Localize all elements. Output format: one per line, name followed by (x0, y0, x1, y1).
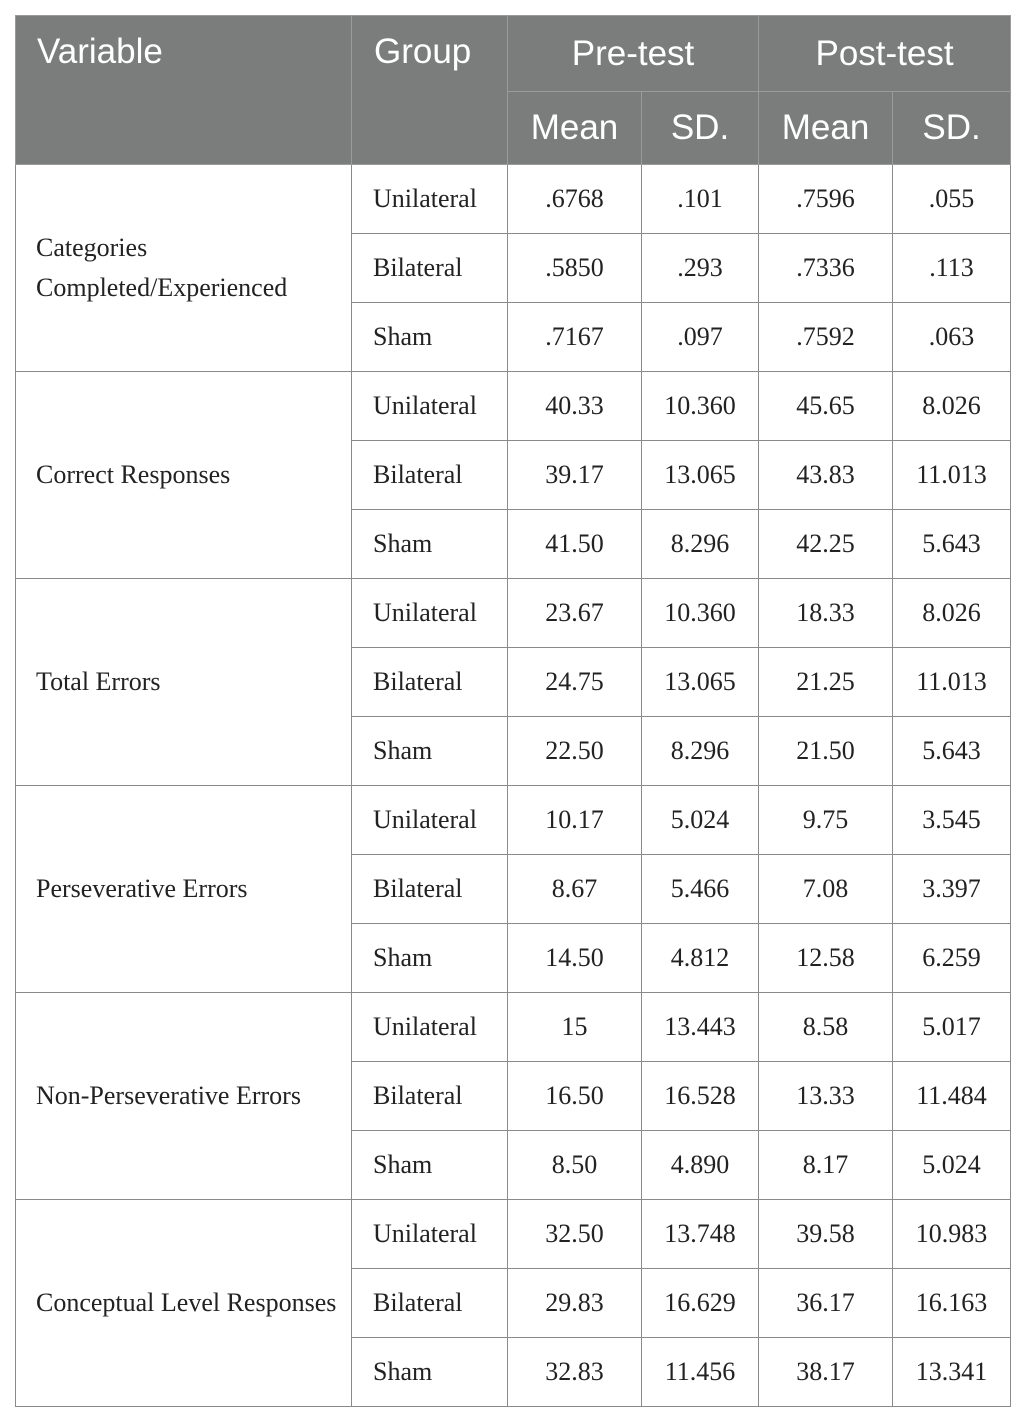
table-row (16, 579, 1011, 648)
pre-mean-cell: 40.33 (508, 372, 642, 441)
group-cell: Bilateral (352, 234, 508, 303)
pre-mean-cell: .5850 (508, 234, 642, 303)
pre-sd-cell: 5.024 (642, 786, 759, 855)
pre-sd-cell: 8.296 (642, 717, 759, 786)
pre-mean-cell: 8.67 (508, 855, 642, 924)
post-sd-cell: 3.545 (893, 786, 1011, 855)
post-mean-cell: 21.25 (759, 648, 893, 717)
pre-mean-cell: .6768 (508, 165, 642, 234)
header-pre-test: Pre-test (508, 16, 759, 92)
table-row (16, 165, 1011, 234)
post-sd-cell: .063 (893, 303, 1011, 372)
post-mean-cell: 12.58 (759, 924, 893, 993)
pre-mean-cell: 23.67 (508, 579, 642, 648)
variable-cell: Non-Perseverative Errors (16, 993, 352, 1200)
pre-sd-cell: 10.360 (642, 579, 759, 648)
group-cell: Bilateral (352, 1269, 508, 1338)
post-sd-cell: 11.484 (893, 1062, 1011, 1131)
pre-mean-cell: 32.83 (508, 1338, 642, 1407)
table-row (16, 786, 1011, 855)
table-header (16, 16, 1011, 165)
post-mean-cell: 45.65 (759, 372, 893, 441)
post-sd-cell: 11.013 (893, 648, 1011, 717)
post-sd-cell: 13.341 (893, 1338, 1011, 1407)
group-cell: Unilateral (352, 1200, 508, 1269)
header-pre-mean: Mean (508, 92, 642, 165)
pre-sd-cell: 5.466 (642, 855, 759, 924)
group-cell: Bilateral (352, 648, 508, 717)
pre-sd-cell: .101 (642, 165, 759, 234)
group-cell: Unilateral (352, 786, 508, 855)
table-row (16, 1200, 1011, 1269)
post-mean-cell: 43.83 (759, 441, 893, 510)
group-cell: Sham (352, 1131, 508, 1200)
post-mean-cell: .7596 (759, 165, 893, 234)
group-cell: Bilateral (352, 441, 508, 510)
post-sd-cell: 5.017 (893, 993, 1011, 1062)
table-body (16, 165, 1011, 1407)
post-sd-cell: 6.259 (893, 924, 1011, 993)
group-cell: Unilateral (352, 993, 508, 1062)
pre-mean-cell: 8.50 (508, 1131, 642, 1200)
pre-sd-cell: 13.065 (642, 648, 759, 717)
variable-cell: Perseverative Errors (16, 786, 352, 993)
post-mean-cell: 8.17 (759, 1131, 893, 1200)
pre-sd-cell: 10.360 (642, 372, 759, 441)
pre-mean-cell: 15 (508, 993, 642, 1062)
post-sd-cell: 11.013 (893, 441, 1011, 510)
pre-sd-cell: .293 (642, 234, 759, 303)
group-cell: Bilateral (352, 855, 508, 924)
header-post-sd: SD. (893, 92, 1011, 165)
pre-mean-cell: 22.50 (508, 717, 642, 786)
pre-mean-cell: .7167 (508, 303, 642, 372)
post-mean-cell: 13.33 (759, 1062, 893, 1131)
pre-sd-cell: .097 (642, 303, 759, 372)
pre-sd-cell: 16.528 (642, 1062, 759, 1131)
post-mean-cell: 42.25 (759, 510, 893, 579)
pre-mean-cell: 32.50 (508, 1200, 642, 1269)
pre-sd-cell: 4.812 (642, 924, 759, 993)
variable-cell: Conceptual Level Responses (16, 1200, 352, 1407)
header-post-mean: Mean (759, 92, 893, 165)
post-sd-cell: 8.026 (893, 372, 1011, 441)
group-cell: Sham (352, 1338, 508, 1407)
table-row (16, 372, 1011, 441)
post-mean-cell: 21.50 (759, 717, 893, 786)
pre-mean-cell: 16.50 (508, 1062, 642, 1131)
post-sd-cell: 5.643 (893, 717, 1011, 786)
post-sd-cell: 10.983 (893, 1200, 1011, 1269)
variable-cell: Total Errors (16, 579, 352, 786)
group-cell: Unilateral (352, 579, 508, 648)
post-sd-cell: 16.163 (893, 1269, 1011, 1338)
pre-sd-cell: 13.065 (642, 441, 759, 510)
group-cell: Sham (352, 717, 508, 786)
post-mean-cell: 39.58 (759, 1200, 893, 1269)
post-mean-cell: 9.75 (759, 786, 893, 855)
group-cell: Sham (352, 303, 508, 372)
header-post-test: Post-test (759, 16, 1011, 92)
group-cell: Unilateral (352, 165, 508, 234)
pre-sd-cell: 11.456 (642, 1338, 759, 1407)
post-sd-cell: .113 (893, 234, 1011, 303)
post-sd-cell: 5.643 (893, 510, 1011, 579)
post-mean-cell: 36.17 (759, 1269, 893, 1338)
pre-sd-cell: 16.629 (642, 1269, 759, 1338)
pre-sd-cell: 4.890 (642, 1131, 759, 1200)
pre-mean-cell: 24.75 (508, 648, 642, 717)
table-row (16, 993, 1011, 1062)
post-sd-cell: 3.397 (893, 855, 1011, 924)
post-mean-cell: .7336 (759, 234, 893, 303)
post-mean-cell: 8.58 (759, 993, 893, 1062)
group-cell: Unilateral (352, 372, 508, 441)
pre-mean-cell: 39.17 (508, 441, 642, 510)
group-cell: Sham (352, 510, 508, 579)
pre-sd-cell: 13.443 (642, 993, 759, 1062)
pre-sd-cell: 8.296 (642, 510, 759, 579)
post-sd-cell: .055 (893, 165, 1011, 234)
pre-sd-cell: 13.748 (642, 1200, 759, 1269)
post-mean-cell: .7592 (759, 303, 893, 372)
variable-cell: Categories Completed/Experienced (16, 165, 352, 372)
group-cell: Bilateral (352, 1062, 508, 1131)
results-table (15, 15, 1011, 1407)
pre-mean-cell: 10.17 (508, 786, 642, 855)
pre-mean-cell: 14.50 (508, 924, 642, 993)
post-sd-cell: 8.026 (893, 579, 1011, 648)
post-mean-cell: 18.33 (759, 579, 893, 648)
pre-mean-cell: 41.50 (508, 510, 642, 579)
post-mean-cell: 7.08 (759, 855, 893, 924)
header-variable: Variable (16, 16, 352, 165)
post-mean-cell: 38.17 (759, 1338, 893, 1407)
pre-mean-cell: 29.83 (508, 1269, 642, 1338)
header-group: Group (352, 16, 508, 165)
group-cell: Sham (352, 924, 508, 993)
variable-cell: Correct Responses (16, 372, 352, 579)
post-sd-cell: 5.024 (893, 1131, 1011, 1200)
header-pre-sd: SD. (642, 92, 759, 165)
